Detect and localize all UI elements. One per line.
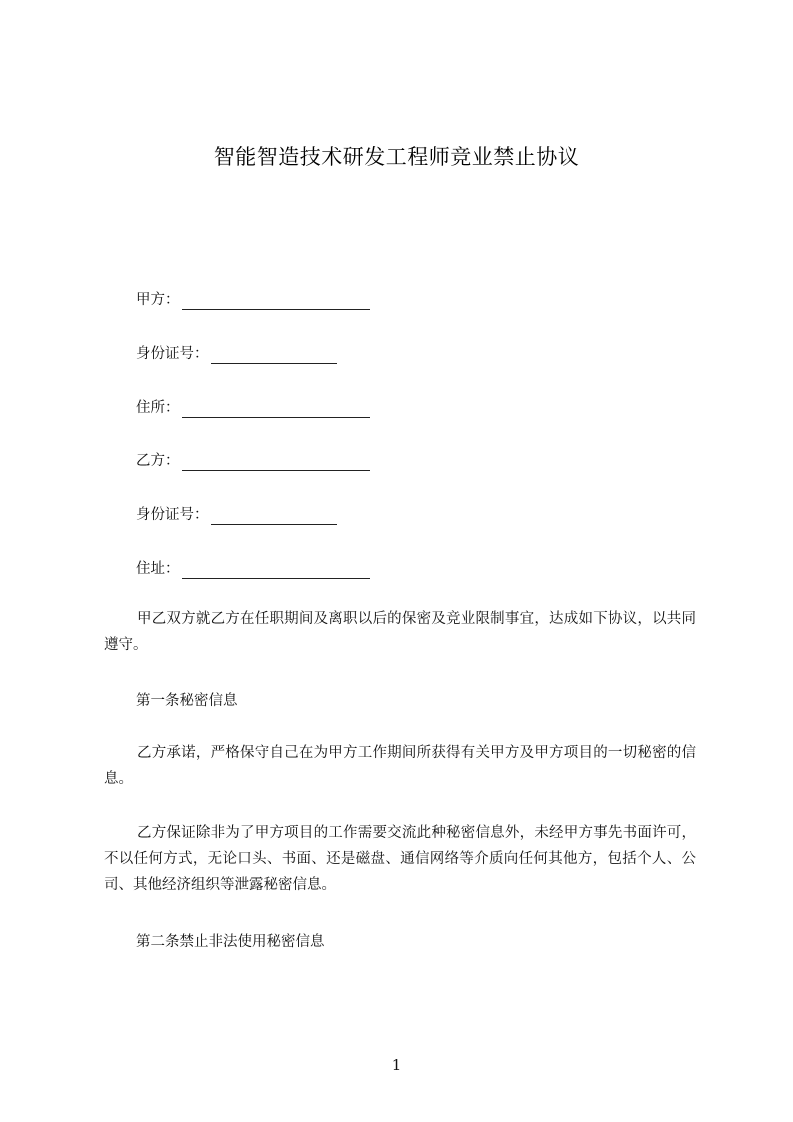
party-a-residence-blank bbox=[182, 401, 370, 418]
party-a-residence-label: 住所： bbox=[136, 400, 180, 416]
party-b-label: 乙方： bbox=[136, 453, 180, 469]
party-a-field bbox=[136, 290, 370, 310]
party-a-id-blank bbox=[211, 347, 337, 364]
party-b-field bbox=[136, 451, 370, 471]
article-1-heading: 第一条秘密信息 bbox=[136, 693, 238, 709]
party-b-address-blank bbox=[182, 562, 370, 579]
party-b-id-blank bbox=[211, 508, 337, 525]
party-b-id-label: 身份证号： bbox=[136, 507, 209, 523]
party-a-id-label: 身份证号： bbox=[136, 346, 209, 362]
party-a-blank bbox=[182, 293, 370, 310]
intro-paragraph: 甲乙双方就乙方在任职期间及离职以后的保密及竞业限制事宜，达成如下协议，以共同遵守。 bbox=[104, 611, 696, 653]
page-number: 1 bbox=[391, 1056, 402, 1074]
party-a-residence-field bbox=[136, 398, 370, 418]
article-2-heading: 第二条禁止非法使用秘密信息 bbox=[136, 934, 325, 950]
article-1-paragraph-1: 乙方承诺，严格保守自己在为甲方工作期间所获得有关甲方及甲方项目的一切秘密的信息。 bbox=[104, 745, 696, 787]
article-1-paragraph-2: 乙方保证除非为了甲方项目的工作需要交流此种秘密信息外，未经甲方事先书面许可，不以任何方式，无论口头、书面、还是磁盘、通信网络等介质向任何其他方，包括个人、公司、其他经济组织等泄露秘密信息。 bbox=[104, 825, 696, 893]
party-a-label: 甲方： bbox=[136, 292, 180, 308]
party-b-address-label: 住址： bbox=[136, 561, 180, 577]
party-b-address-field bbox=[136, 559, 370, 579]
party-a-id-field bbox=[136, 344, 337, 364]
party-b-id-field bbox=[136, 505, 337, 525]
document-title: 智能智造技术研发工程师竞业禁止协议 bbox=[213, 145, 580, 169]
party-b-blank bbox=[182, 454, 370, 471]
